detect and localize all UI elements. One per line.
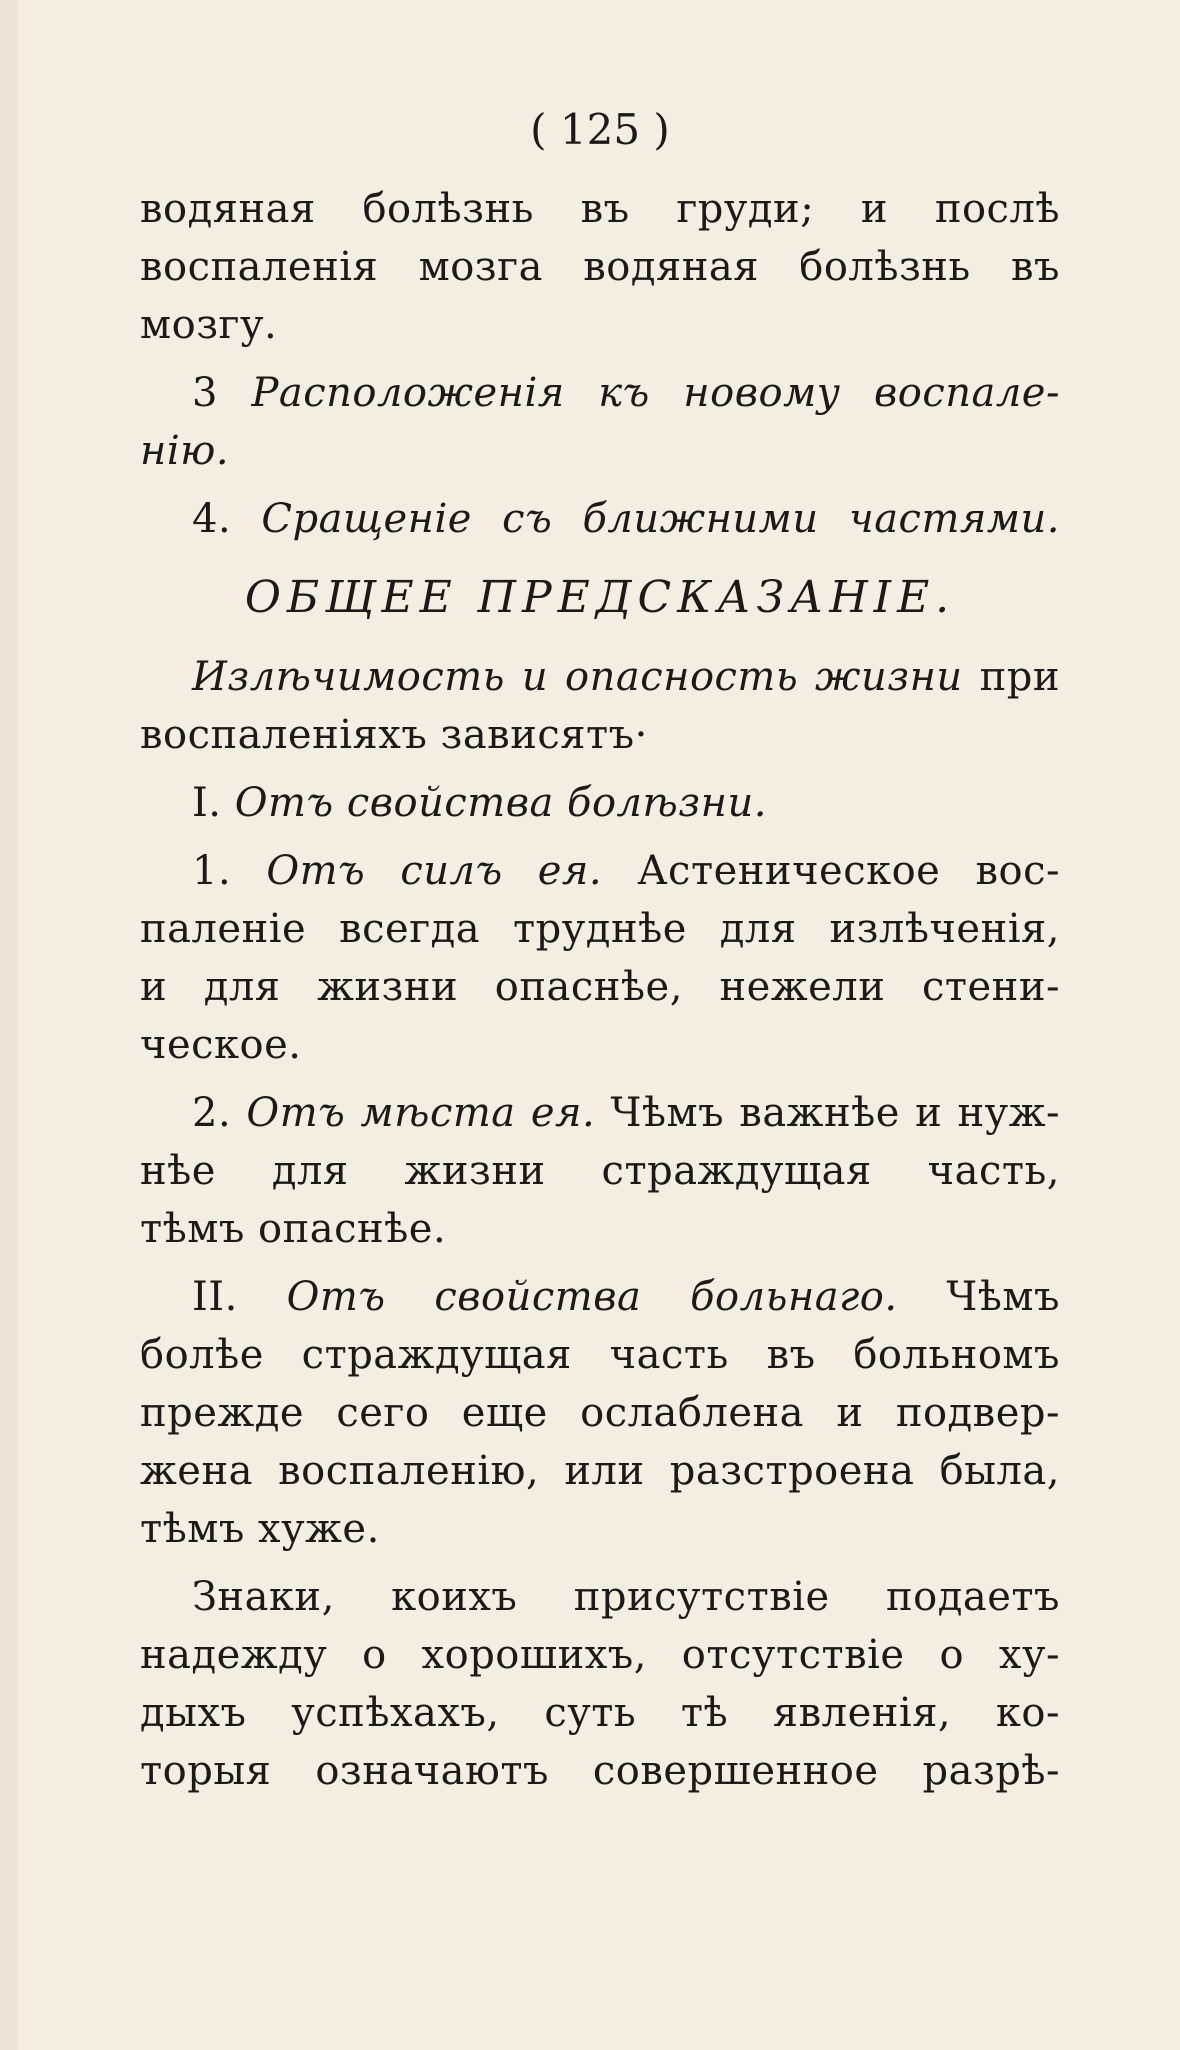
item-3: [140, 364, 1060, 422]
section-2-line-2: болѣе страждущая часть въ больномъ: [140, 1332, 1060, 1378]
para-1-italic: Излѣчимость и опасность жизни: [192, 654, 963, 700]
section-2-line-5: тѣмъ хуже.: [140, 1506, 380, 1552]
item-3-continuation: [140, 422, 1060, 480]
page-number: ( 125 ): [530, 105, 670, 154]
sub-2-italic: Отъ мѣста ея.: [246, 1090, 596, 1136]
para-1-tail: при: [979, 654, 1060, 700]
sub-2-line-1: [140, 1084, 1060, 1142]
text-line-3: мозгу.: [140, 302, 278, 348]
para-2-line-2: надежду о хорошихъ, отсутствіе о ху-: [140, 1632, 1060, 1678]
para-2-line-1: Знаки, коихъ присутствіе подаетъ: [192, 1574, 1060, 1620]
item-4-number: 4.: [192, 496, 232, 542]
text-block: [140, 100, 1060, 1800]
sub-1-number: 1.: [192, 848, 232, 894]
section-1-italic: Отъ свойства болѣзни.: [234, 780, 767, 826]
text-line-2: воспаленія мозга водяная болѣзнь въ: [140, 244, 1060, 290]
text-line-1: водяная болѣзнь въ груди; и послѣ: [140, 186, 1060, 232]
sub-1-line-3: и для жизни опаснѣе, нежели стени-: [140, 964, 1060, 1010]
sub-1-line-2: паленіе всегда труднѣе для излѣченія,: [140, 906, 1060, 952]
sub-1-tail: Астеническое вос-: [637, 848, 1060, 894]
para-2-line-3: дыхъ успѣхахъ, суть тѣ явленія, ко-: [140, 1690, 1060, 1736]
item-4-italic: Сращеніе съ ближними частями.: [261, 496, 1060, 542]
sub-2-tail: Чѣмъ важнѣе и нуж-: [610, 1090, 1060, 1136]
section-2-number: II.: [192, 1274, 238, 1320]
sub-1-italic: Отъ силъ ея.: [266, 848, 603, 894]
sub-1-line-1: [140, 842, 1060, 900]
item-3-cont-text: нію.: [140, 428, 230, 474]
sub-2-line-2: нѣе для жизни страждущая часть,: [140, 1148, 1060, 1194]
sub-2-line-3: тѣмъ опаснѣе.: [140, 1206, 447, 1252]
para-2-line-4: торыя означаютъ совершенное разрѣ-: [140, 1748, 1060, 1794]
section-2-line-3: прежде сего еще ослаблена и подвер-: [140, 1390, 1060, 1436]
section-2-line-1: [140, 1268, 1060, 1326]
sub-1-line-4: ческое.: [140, 1022, 302, 1068]
item-3-italic: Расположенія къ новому воспале-: [251, 370, 1060, 416]
section-1: [140, 774, 1060, 832]
item-3-number: 3: [192, 370, 218, 416]
section-2-italic: Отъ свойства больнаго.: [286, 1274, 898, 1320]
sub-2-number: 2.: [192, 1090, 232, 1136]
section-2-line-4: жена воспаленію, или разстроена была,: [140, 1448, 1060, 1494]
section-1-number: I.: [192, 780, 222, 826]
page-edge: [0, 0, 18, 2050]
section-2-tail: Чѣмъ: [946, 1274, 1060, 1320]
para-1-line-1: [140, 648, 1060, 706]
para-1-line-2: воспаленіяхъ зависятъ·: [140, 712, 648, 758]
item-4: [140, 490, 1060, 548]
section-heading: ОБЩЕЕ ПРЕДСКАЗАНІЕ.: [244, 572, 956, 623]
